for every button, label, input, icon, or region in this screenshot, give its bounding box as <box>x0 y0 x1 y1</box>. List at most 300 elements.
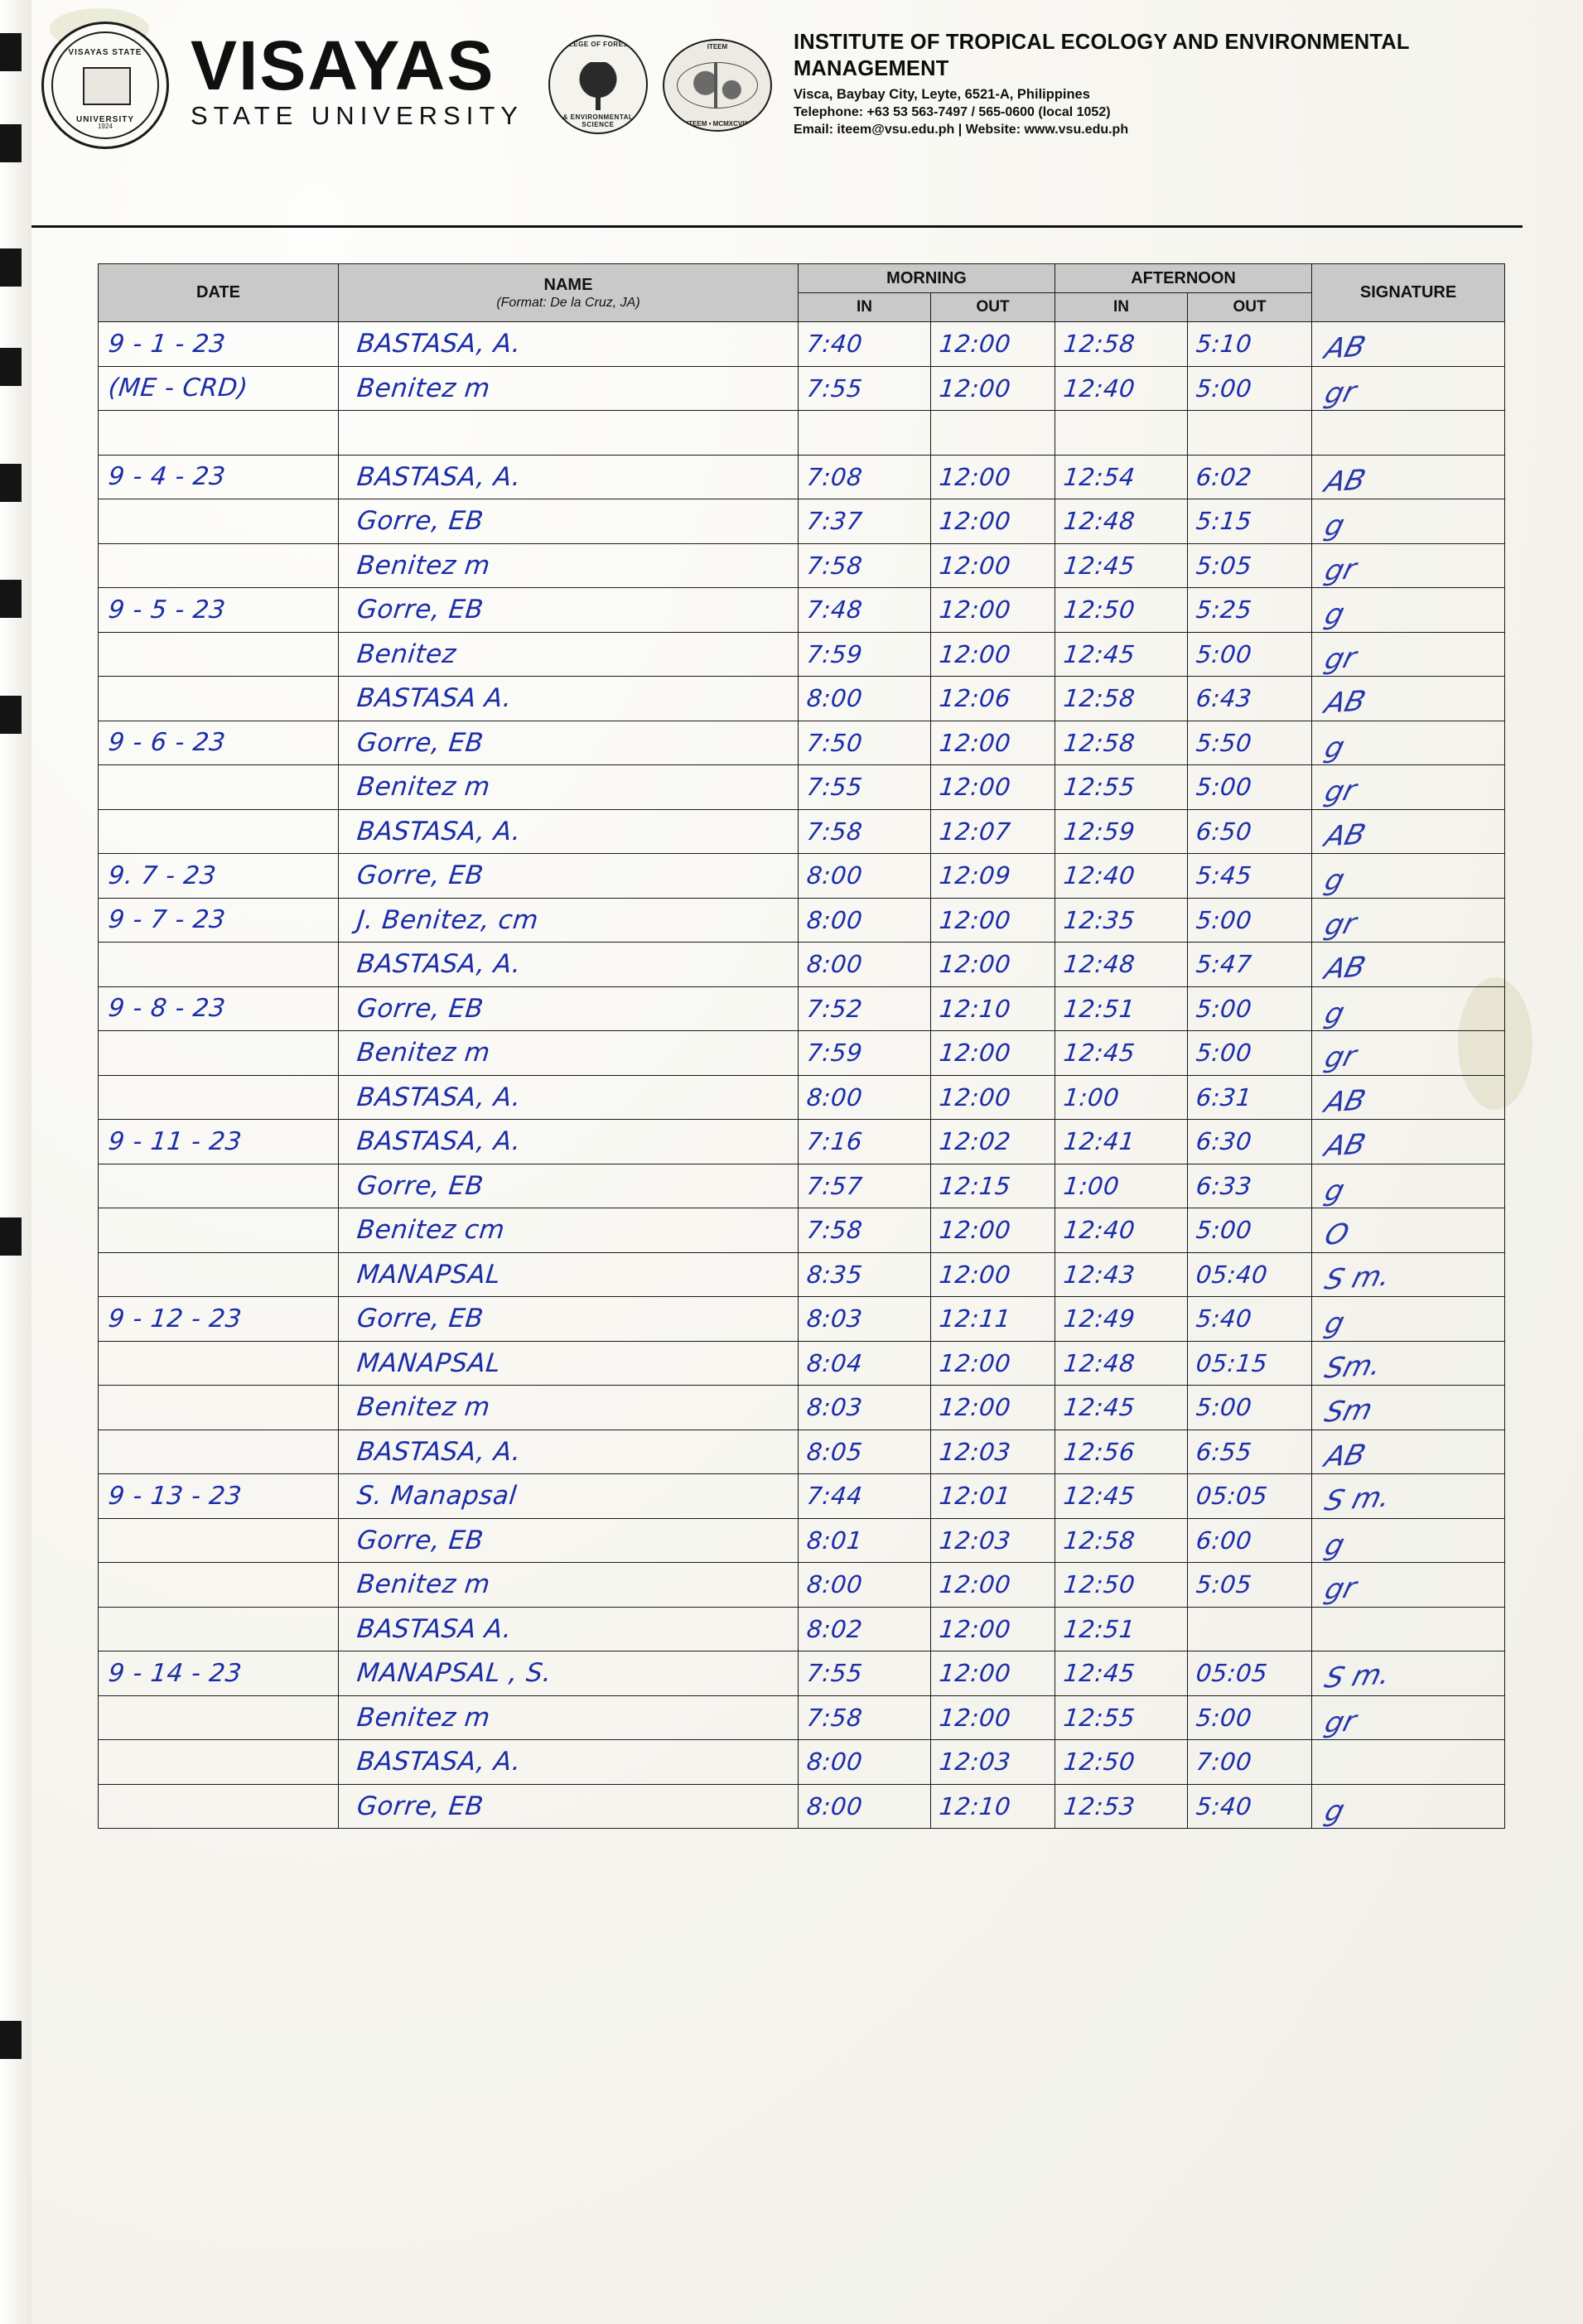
cell-name <box>339 366 799 411</box>
cell-afternoon-in-text: 1:00 <box>1062 1171 1121 1200</box>
cell-signature <box>1312 322 1505 367</box>
cell-date <box>99 1695 339 1740</box>
institute-telephone: Telephone: +63 53 563-7497 / 565-0600 (local 1052) <box>793 104 1111 119</box>
cell-afternoon-in <box>1055 1075 1188 1120</box>
cell-date <box>99 721 339 765</box>
cell-morning-in-text: 8:03 <box>805 1393 864 1422</box>
cell-afternoon-out <box>1188 632 1312 677</box>
cell-morning-in <box>799 721 931 765</box>
binder-punch-mark <box>0 348 22 386</box>
cell-afternoon-in-text: 12:35 <box>1062 905 1137 934</box>
cell-signature-text: g <box>1320 509 1349 544</box>
cell-signature-text: AB <box>1320 1127 1369 1164</box>
cell-morning-out-text: 12:07 <box>938 817 1012 846</box>
cell-afternoon-out <box>1188 1740 1312 1785</box>
table-row <box>99 677 1505 721</box>
cell-morning-in <box>799 366 931 411</box>
cell-afternoon-in-text: 12:58 <box>1062 728 1137 757</box>
cell-afternoon-in-text: 12:58 <box>1062 684 1137 713</box>
cell-morning-out-text: 12:00 <box>938 507 1012 536</box>
cell-afternoon-in <box>1055 366 1188 411</box>
cell-signature-text: S m. <box>1320 1480 1395 1519</box>
cell-name-text: Benitez m <box>355 772 492 803</box>
cell-morning-in-text: 8:00 <box>805 1748 864 1777</box>
cell-afternoon-in <box>1055 1208 1188 1253</box>
column-header-name-label: NAME <box>543 275 593 294</box>
cell-morning-out <box>931 1031 1055 1076</box>
table-row <box>99 1563 1505 1608</box>
cell-morning-in-text: 7:52 <box>805 994 864 1023</box>
cell-name <box>339 632 799 677</box>
cell-signature <box>1312 809 1505 854</box>
cell-morning-in-text: 7:16 <box>805 1127 864 1156</box>
cell-afternoon-in-text: 12:48 <box>1062 1348 1137 1377</box>
binder-punch-mark <box>0 2021 22 2059</box>
cell-name-text: Benitez m <box>355 1569 492 1600</box>
cell-name-text: BASTASA, A. <box>355 949 523 980</box>
cell-name <box>339 588 799 633</box>
cell-date <box>99 1474 339 1519</box>
table-row <box>99 1518 1505 1563</box>
cell-afternoon-out <box>1188 1297 1312 1342</box>
cell-afternoon-in-text: 12:50 <box>1062 1570 1137 1599</box>
cell-signature-text: gr <box>1320 1571 1360 1608</box>
table-row <box>99 1386 1505 1430</box>
table-row <box>99 1695 1505 1740</box>
cell-morning-in <box>799 765 931 810</box>
column-header-afternoon-in: IN <box>1055 293 1188 322</box>
cell-afternoon-in-text: 12:45 <box>1062 551 1137 580</box>
letterhead <box>33 15 1516 222</box>
cell-name-text: Gorre, EB <box>355 993 485 1024</box>
cell-date <box>99 1341 339 1386</box>
cell-morning-out <box>931 1607 1055 1651</box>
cell-date <box>99 588 339 633</box>
cell-name-text: BASTASA, A. <box>355 1436 523 1467</box>
cell-afternoon-out <box>1188 1430 1312 1474</box>
cell-signature-text: AB <box>1320 1083 1369 1120</box>
cell-date <box>99 411 339 456</box>
column-header-date: DATE <box>99 264 339 322</box>
cell-afternoon-in <box>1055 1651 1188 1696</box>
cell-afternoon-out-text: 6:50 <box>1194 817 1253 846</box>
cell-morning-out-text: 12:00 <box>938 1393 1012 1422</box>
cell-afternoon-out-text: 5:10 <box>1194 330 1253 359</box>
table-row <box>99 1164 1505 1208</box>
cell-signature <box>1312 1341 1505 1386</box>
cell-signature-text: gr <box>1320 774 1360 810</box>
table-row <box>99 455 1505 499</box>
cell-morning-in-text: 7:59 <box>805 639 864 668</box>
table-row <box>99 1120 1505 1164</box>
cell-afternoon-in-text: 12:50 <box>1062 1748 1137 1777</box>
cell-afternoon-out-text: 5:50 <box>1194 728 1253 757</box>
cell-morning-in <box>799 1695 931 1740</box>
cell-afternoon-out-text: 6:00 <box>1194 1526 1253 1555</box>
attendance-table-body <box>99 322 1505 1829</box>
cell-date <box>99 1651 339 1696</box>
header-divider <box>31 225 1523 228</box>
cell-afternoon-in-text: 1:00 <box>1062 1082 1121 1111</box>
cell-afternoon-in-text: 12:41 <box>1062 1127 1137 1156</box>
cell-signature-text: g <box>1320 1306 1349 1342</box>
cell-name-text: J. Benitez, cm <box>355 904 540 935</box>
table-row <box>99 411 1505 456</box>
cell-date-text: 9 - 8 - 23 <box>107 994 227 1024</box>
cell-date <box>99 1252 339 1297</box>
cell-morning-in <box>799 1075 931 1120</box>
cell-afternoon-in-text: 12:51 <box>1062 994 1137 1023</box>
cell-morning-out <box>931 499 1055 544</box>
forestry-logo-top-text: COLLEGE OF FORESTRY <box>553 41 643 48</box>
cell-signature <box>1312 632 1505 677</box>
cell-afternoon-out-text: 5:40 <box>1194 1791 1253 1820</box>
table-row <box>99 588 1505 633</box>
cell-afternoon-in-text: 12:58 <box>1062 1526 1137 1555</box>
cell-date <box>99 765 339 810</box>
cell-morning-out <box>931 765 1055 810</box>
cell-name-text: BASTASA, A. <box>355 816 523 846</box>
cell-date <box>99 1430 339 1474</box>
cell-morning-out-text: 12:00 <box>938 728 1012 757</box>
cell-name-text: Benitez m <box>355 1702 492 1733</box>
column-header-afternoon-out: OUT <box>1188 293 1312 322</box>
cell-afternoon-out <box>1188 455 1312 499</box>
cell-name <box>339 1430 799 1474</box>
cell-morning-out <box>931 677 1055 721</box>
cell-morning-out-text: 12:00 <box>938 1570 1012 1599</box>
cell-morning-in <box>799 411 931 456</box>
cell-morning-out-text: 12:15 <box>938 1171 1012 1200</box>
cell-signature <box>1312 411 1505 456</box>
cell-afternoon-in <box>1055 986 1188 1031</box>
cell-afternoon-out <box>1188 898 1312 943</box>
cell-afternoon-in <box>1055 898 1188 943</box>
table-row <box>99 765 1505 810</box>
cell-morning-out-text: 12:06 <box>938 684 1012 713</box>
cell-afternoon-out <box>1188 809 1312 854</box>
cell-signature-text: Sm <box>1320 1393 1376 1430</box>
binder-punch-mark <box>0 33 22 71</box>
cell-afternoon-in <box>1055 1297 1188 1342</box>
cell-morning-in-text: 8:05 <box>805 1437 864 1466</box>
cell-signature-text: gr <box>1320 552 1360 588</box>
cell-signature-text: g <box>1320 863 1349 899</box>
cell-afternoon-out <box>1188 1164 1312 1208</box>
cell-afternoon-in <box>1055 543 1188 588</box>
cell-morning-in <box>799 854 931 899</box>
cell-afternoon-in-text: 12:59 <box>1062 817 1137 846</box>
cell-name <box>339 1695 799 1740</box>
table-row <box>99 898 1505 943</box>
cell-morning-out <box>931 1651 1055 1696</box>
cell-afternoon-out <box>1188 411 1312 456</box>
cell-afternoon-out-text: 6:30 <box>1194 1127 1253 1156</box>
cell-afternoon-in-text: 12:45 <box>1062 1393 1137 1422</box>
tree-icon <box>576 62 620 107</box>
cell-morning-in <box>799 1784 931 1829</box>
cell-morning-in <box>799 322 931 367</box>
cell-afternoon-out-text: 05:05 <box>1194 1482 1269 1511</box>
cell-name <box>339 1252 799 1297</box>
cell-afternoon-out-text: 05:05 <box>1194 1659 1269 1688</box>
cell-morning-out <box>931 1164 1055 1208</box>
cell-morning-in-text: 8:03 <box>805 1304 864 1333</box>
cell-name <box>339 411 799 456</box>
cell-morning-in <box>799 898 931 943</box>
table-header-row-1 <box>99 264 1505 293</box>
cell-morning-out-text: 12:02 <box>938 1127 1012 1156</box>
cell-signature-text: AB <box>1320 463 1369 499</box>
cell-morning-in-text: 7:48 <box>805 595 864 624</box>
university-wordmark <box>191 27 524 131</box>
cell-afternoon-in <box>1055 499 1188 544</box>
cell-afternoon-out-text: 6:55 <box>1194 1437 1253 1466</box>
cell-morning-in <box>799 1430 931 1474</box>
table-row <box>99 1430 1505 1474</box>
cell-signature <box>1312 1430 1505 1474</box>
cell-name <box>339 1474 799 1519</box>
cell-signature-text: AB <box>1320 1438 1369 1474</box>
cell-name <box>339 1120 799 1164</box>
cell-morning-in <box>799 1563 931 1608</box>
table-row <box>99 1607 1505 1651</box>
cell-date <box>99 322 339 367</box>
wordmark-line2: STATE UNIVERSITY <box>191 100 524 130</box>
cell-afternoon-out <box>1188 1607 1312 1651</box>
table-row <box>99 1474 1505 1519</box>
cell-signature <box>1312 543 1505 588</box>
cell-morning-out <box>931 322 1055 367</box>
cell-name <box>339 898 799 943</box>
cell-morning-out <box>931 1740 1055 1785</box>
cell-afternoon-out-text: 6:43 <box>1194 684 1253 713</box>
cell-afternoon-out-text: 5:00 <box>1194 374 1253 403</box>
cell-name-text: Gorre, EB <box>355 861 485 891</box>
cell-afternoon-out-text: 7:00 <box>1194 1748 1253 1777</box>
cell-signature <box>1312 1031 1505 1076</box>
cell-morning-in-text: 7:08 <box>805 462 864 491</box>
cell-name-text: MANAPSAL <box>355 1348 503 1378</box>
cell-name-text: BASTASA A. <box>355 683 514 714</box>
cell-morning-out <box>931 943 1055 987</box>
cell-morning-out <box>931 1563 1055 1608</box>
cell-afternoon-out-text: 5:45 <box>1194 861 1253 890</box>
column-header-morning-in: IN <box>799 293 931 322</box>
cell-name <box>339 1563 799 1608</box>
cell-morning-out <box>931 1252 1055 1297</box>
cell-name-text: Gorre, EB <box>355 506 485 537</box>
cell-morning-in-text: 8:00 <box>805 905 864 934</box>
cell-afternoon-in <box>1055 721 1188 765</box>
cell-signature <box>1312 1120 1505 1164</box>
cell-signature-text: gr <box>1320 641 1360 677</box>
cell-date <box>99 1208 339 1253</box>
binder-punch-mark <box>0 124 22 162</box>
cell-name <box>339 1386 799 1430</box>
cell-name-text: Gorre, EB <box>355 1525 485 1555</box>
cell-morning-in-text: 8:00 <box>805 1082 864 1111</box>
cell-morning-out-text: 12:00 <box>938 1348 1012 1377</box>
cell-morning-out-text: 12:00 <box>938 950 1012 979</box>
cell-morning-in <box>799 632 931 677</box>
cell-signature <box>1312 1607 1505 1651</box>
binder-punch-mark <box>0 248 22 287</box>
cell-afternoon-in <box>1055 632 1188 677</box>
cell-morning-in-text: 8:00 <box>805 1791 864 1820</box>
cell-name <box>339 1518 799 1563</box>
cell-afternoon-in-text: 12:54 <box>1062 462 1137 491</box>
cell-afternoon-out-text: 5:40 <box>1194 1304 1253 1333</box>
cell-signature-text: gr <box>1320 375 1360 411</box>
cell-name <box>339 499 799 544</box>
cell-signature-text: gr <box>1320 1039 1360 1076</box>
column-header-morning-out: OUT <box>931 293 1055 322</box>
cell-afternoon-in <box>1055 455 1188 499</box>
cell-signature-text: Sm. <box>1320 1348 1385 1386</box>
cell-morning-out <box>931 1208 1055 1253</box>
cell-morning-out-text: 12:00 <box>938 1659 1012 1688</box>
cell-date-text: 9 - 11 - 23 <box>107 1126 244 1156</box>
cell-morning-in-text: 8:00 <box>805 1570 864 1599</box>
cell-morning-out-text: 12:00 <box>938 462 1012 491</box>
cell-morning-in-text: 7:58 <box>805 1216 864 1245</box>
cell-signature <box>1312 943 1505 987</box>
cell-signature <box>1312 1208 1505 1253</box>
cell-signature-text: g <box>1320 730 1349 765</box>
cell-afternoon-out-text: 5:00 <box>1194 1039 1253 1068</box>
cell-signature-text <box>1310 1755 1507 1768</box>
cell-morning-in-text: 7:55 <box>805 374 864 403</box>
cell-afternoon-in <box>1055 1740 1188 1785</box>
cell-date <box>99 1784 339 1829</box>
cell-name <box>339 1607 799 1651</box>
table-row <box>99 1297 1505 1342</box>
cell-morning-out <box>931 1120 1055 1164</box>
cell-date-text: (ME - CRD) <box>107 374 249 403</box>
cell-afternoon-in-text: 12:45 <box>1062 1482 1137 1511</box>
cell-name <box>339 1784 799 1829</box>
cell-afternoon-in <box>1055 1120 1188 1164</box>
cell-morning-in-text: 8:02 <box>805 1614 864 1643</box>
globe-icon <box>677 62 758 108</box>
cell-morning-in-text: 7:57 <box>805 1171 864 1200</box>
cell-afternoon-in <box>1055 677 1188 721</box>
cell-afternoon-out-text: 5:25 <box>1194 595 1253 624</box>
cell-name-text: Gorre, EB <box>355 595 485 625</box>
cell-date <box>99 943 339 987</box>
cell-afternoon-in <box>1055 1430 1188 1474</box>
cell-afternoon-out-text: 05:15 <box>1194 1348 1269 1377</box>
cell-name <box>339 721 799 765</box>
cell-morning-in-text: 7:37 <box>805 507 864 536</box>
cell-afternoon-out <box>1188 1474 1312 1519</box>
cell-morning-out <box>931 1386 1055 1430</box>
cell-name-text: BASTASA, A. <box>355 461 523 492</box>
cell-afternoon-out <box>1188 677 1312 721</box>
column-header-signature: SIGNATURE <box>1312 264 1505 322</box>
cell-morning-out-text: 12:00 <box>938 1703 1012 1732</box>
cell-morning-in-text: 7:58 <box>805 817 864 846</box>
cell-morning-in-text: 8:35 <box>805 1260 864 1289</box>
cell-morning-out <box>931 1075 1055 1120</box>
cell-afternoon-in <box>1055 1031 1188 1076</box>
cell-morning-in <box>799 1208 931 1253</box>
cell-morning-out <box>931 543 1055 588</box>
cell-afternoon-in <box>1055 1386 1188 1430</box>
cell-signature <box>1312 677 1505 721</box>
cell-name <box>339 1164 799 1208</box>
table-row <box>99 809 1505 854</box>
cell-date-text: 9 - 14 - 23 <box>107 1658 244 1688</box>
cell-afternoon-in <box>1055 1607 1188 1651</box>
cell-afternoon-in <box>1055 809 1188 854</box>
cell-morning-in-text: 7:44 <box>805 1482 864 1511</box>
column-header-name-format: (Format: De la Cruz, JA) <box>496 295 640 310</box>
cell-morning-out <box>931 809 1055 854</box>
cell-afternoon-in-text: 12:43 <box>1062 1260 1137 1289</box>
cell-morning-in-text: 8:00 <box>805 861 864 890</box>
cell-morning-in <box>799 1341 931 1386</box>
cell-morning-out-text: 12:00 <box>938 330 1012 359</box>
cell-afternoon-out-text: 5:15 <box>1194 507 1253 536</box>
cell-name-text: Benitez cm <box>355 1215 507 1246</box>
iteem-logo-top-text: ITEEM <box>707 43 728 51</box>
cell-morning-in-text: 7:58 <box>805 551 864 580</box>
cell-morning-in <box>799 588 931 633</box>
cell-afternoon-out-text: 5:00 <box>1194 905 1253 934</box>
cell-afternoon-in <box>1055 854 1188 899</box>
cell-morning-out <box>931 411 1055 456</box>
cell-afternoon-out <box>1188 499 1312 544</box>
cell-morning-out-text: 12:01 <box>938 1482 1012 1511</box>
cell-afternoon-in <box>1055 943 1188 987</box>
table-row <box>99 1784 1505 1829</box>
cell-date <box>99 1563 339 1608</box>
cell-afternoon-in <box>1055 322 1188 367</box>
cell-afternoon-out <box>1188 1208 1312 1253</box>
cell-name-text: MANAPSAL <box>355 1259 503 1290</box>
cell-morning-in-text: 8:00 <box>805 684 864 713</box>
binder-punch-mark <box>0 696 22 734</box>
seal-bottom-text: UNIVERSITY <box>75 115 134 124</box>
cell-signature <box>1312 1695 1505 1740</box>
cell-name <box>339 543 799 588</box>
cell-afternoon-out <box>1188 1651 1312 1696</box>
cell-name <box>339 943 799 987</box>
cell-morning-out <box>931 1430 1055 1474</box>
cell-afternoon-in <box>1055 1563 1188 1608</box>
cell-afternoon-out <box>1188 1386 1312 1430</box>
cell-signature-text: g <box>1320 1174 1349 1208</box>
cell-morning-in-text: 7:40 <box>805 330 864 359</box>
cell-signature <box>1312 1075 1505 1120</box>
cell-afternoon-out-text: 5:00 <box>1194 773 1253 802</box>
table-row <box>99 499 1505 544</box>
cell-afternoon-out-text: 5:47 <box>1194 950 1253 979</box>
cell-name <box>339 1341 799 1386</box>
cell-date <box>99 986 339 1031</box>
cell-morning-in-text: 7:50 <box>805 728 864 757</box>
table-row <box>99 986 1505 1031</box>
institute-address: Visca, Baybay City, Leyte, 6521-A, Philippines <box>793 86 1090 102</box>
cell-name-text: Gorre, EB <box>355 1304 485 1334</box>
cell-afternoon-out <box>1188 1252 1312 1297</box>
cell-date-text: 9 - 7 - 23 <box>107 905 227 935</box>
cell-name-text: BASTASA A. <box>355 1613 514 1644</box>
cell-morning-in-text: 7:58 <box>805 1703 864 1732</box>
cell-morning-out <box>931 721 1055 765</box>
